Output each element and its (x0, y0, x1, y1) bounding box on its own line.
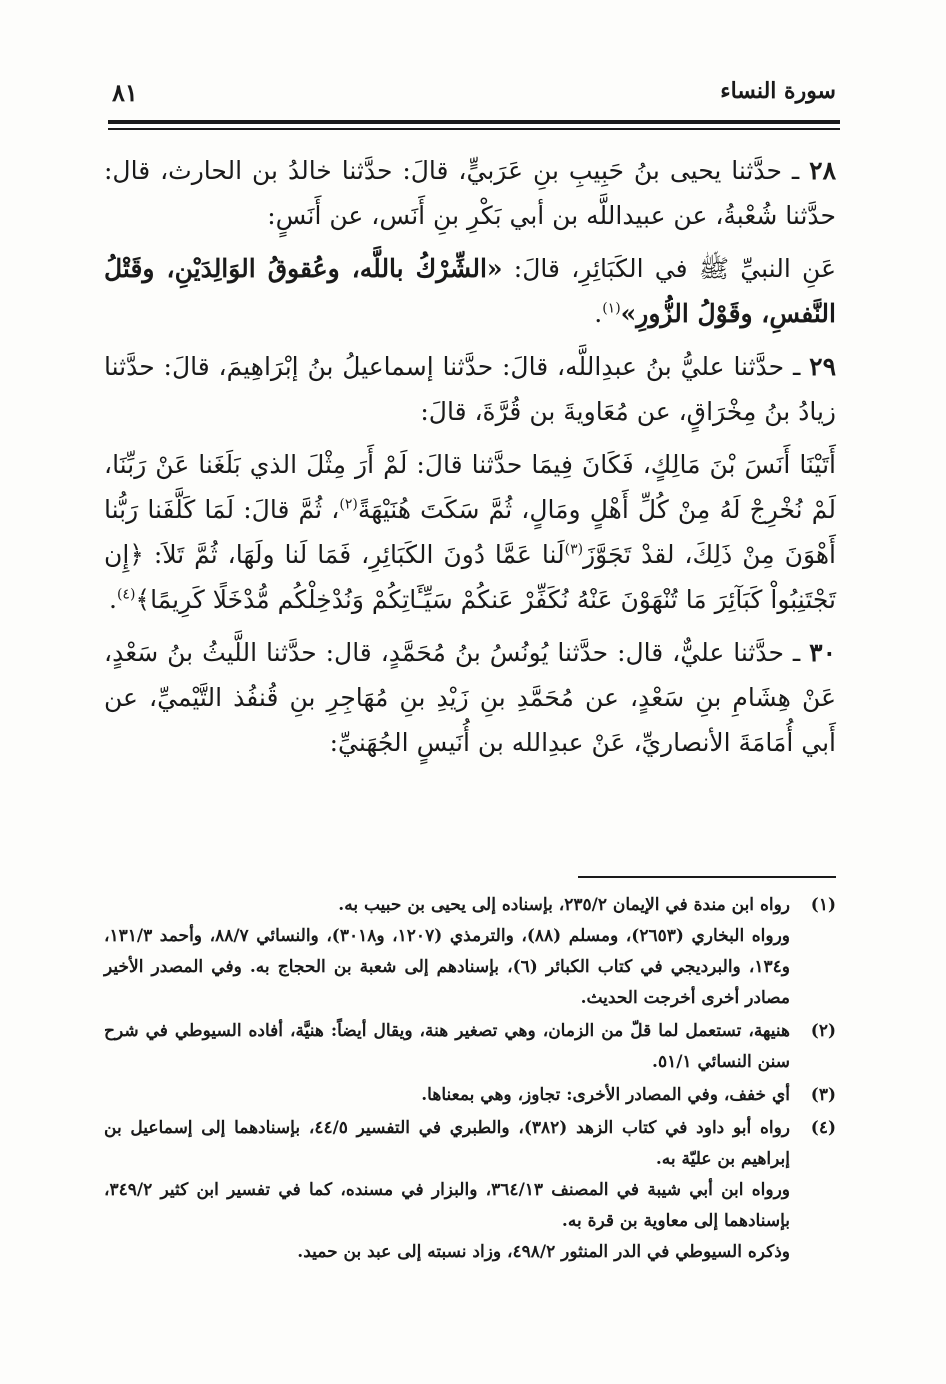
page-number: ٨١ (112, 78, 138, 107)
hadith-28-matn (104, 246, 836, 336)
footnote-line: وذكره السيوطي في الدر المنثور ٤٩٨/٢، وزاد نسبته إلى عبد بن حميد. (297, 1242, 790, 1262)
footnote-line: رواه أبو داود في كتاب الزهد (٣٨٢)، والطبري في التفسير ٤٤/٥، بإسنادهما إلى إسماعيل بن إبراهيم بن عليّة به. (104, 1118, 790, 1169)
footnote-1 (104, 890, 836, 1014)
hadith-number: ٢٨ (809, 156, 836, 185)
hadith-number: ٢٩ (809, 352, 836, 381)
hadith-number: ٣٠ (809, 638, 836, 667)
matn-quote: «الشِّرْكُ باللَّه، وعُقوقُ الوَالِدَيْنِ، وقَتْلُ النَّفسِ، وقَوْلُ الزُّورِ» (104, 254, 836, 328)
footnote-number: (١) (810, 895, 836, 915)
hadith-29-matn (104, 442, 836, 622)
hadith-30 (104, 630, 836, 765)
main-text (104, 148, 836, 773)
footnote-body (104, 1016, 790, 1078)
footnote-4 (104, 1113, 836, 1268)
matn-end: . (109, 585, 117, 614)
footnote-3 (104, 1080, 836, 1111)
footnote-number: (٢) (810, 1021, 836, 1041)
header-rule-thick (108, 120, 840, 124)
footnote-number: (٣) (810, 1085, 836, 1105)
footnote-ref: (١) (602, 300, 621, 317)
quran-verse: ﴿إِن تَجْتَنِبُواْ كَبَآئِرَ مَا تُنْهَوْنَ عَنْهُ نُكَفِّرْ عَنكُمْ سَيِّـَٔاتِكُمْ وَنُدْخِلْكُم مُّدْخَلًا كَرِيمًا﴾ (104, 540, 836, 614)
page-header (112, 78, 836, 114)
footnote-body (104, 1080, 790, 1111)
footnote-line: ورواه البخاري (٢٦٥٣)، ومسلم (٨٨)، والترمذي (١٢٠٧، و٣٠١٨)، والنسائي ٨٨/٧، وأحمد ١٣١/٣، و١٣٤، والبرديجي في كتاب الكبائر (٦)، بإسنادهم إلى شعبة بن الحجاج به. وفي المصدر الأخير مصادر أخرى أخرجت الحديث. (104, 926, 790, 1008)
footnote-line: أي خفف، وفي المصادر الأخرى: تجاوز، وهي بمعناها. (421, 1085, 790, 1105)
hadith-isnad: ـ حدَّثنا عليُّ بنُ عبدِاللَّه، قالَ: حدَّثنا إسماعيلُ بنُ إبْرَاهِيمَ، قالَ: حدَّثنا زيادُ بنُ مِخْرَاقٍ، عن مُعَاويةَ بن قُرَّةَ، قالَ: (104, 352, 836, 426)
hadith-isnad: ـ حدَّثنا عليٌّ، قال: حدَّثنا يُونُسُ بنُ مُحَمَّدٍ، قال: حدَّثنا اللَّيثُ بنُ سَعْدٍ، عَنْ هِشَامِ بنِ سَعْدٍ، عن مُحَمَّدِ بنِ زَيْدِ بنِ مُهَاجِرِ بنِ قُنفُذ التَّيْميِّ، عن أَبي أُمَامَةَ الأنصاريِّ، عَنْ عبدِالله بن أُنَيسٍ الجُهَنيِّ: (104, 638, 836, 757)
footnote-line: ورواه ابن أبي شيبة في المصنف ٣٦٤/١٣، والبزار في مسنده، كما في تفسير ابن كثير ٣٤٩/٢، بإسنادهما إلى معاوية بن قرة به. (104, 1180, 791, 1231)
footnote-line: هنيهة، تستعمل لما قلّ من الزمان، وهي تصغير هنة، ويقال أيضاً: هنيَّة، أفاده السيوطي في شرح سنن النسائي ٥١/١. (104, 1021, 790, 1072)
footnote-body (104, 890, 790, 1014)
hadith-isnad: ـ حدَّثنا يحيى بنُ حَبِيبِ بنِ عَرَبيٍّ، قالَ: حدَّثنا خالدُ بن الحارث، قال: حدَّثنا شُعْبةُ، عن عبيداللَّه بن أبي بَكْرِ بنِ أَنَس، عن أَنَسٍ: (104, 156, 836, 230)
footnote-separator (578, 876, 836, 878)
hadith-28 (104, 148, 836, 238)
chapter-title: سورة النساء (720, 78, 836, 104)
hadith-29 (104, 344, 836, 434)
footnote-ref: (٤) (116, 586, 136, 603)
matn-part-3: لَنا عَمَّا دُونَ الكَبَائِرِ، فَمَا لَنا ولَهَا، ثُمَّ تَلاَ: (143, 540, 565, 569)
footnote-number: (٤) (810, 1118, 836, 1138)
footnote-ref: (٣) (564, 541, 584, 558)
footnote-body (104, 1113, 790, 1268)
footnotes (104, 890, 836, 1270)
matn-intro: عَنِ النبيِّ ﷺ في الكَبَائِرِ، قالَ: (502, 254, 836, 283)
matn-part-2: ، ثُمَّ قالَ: لَمَا كَلَّفَنا رَبُّنا أَهْوَنَ مِنْ ذَلِكَ، لقدْ تَجَوَّزَ (104, 495, 836, 569)
footnote-2 (104, 1016, 836, 1078)
header-rule-thin (108, 128, 840, 130)
footnote-line: رواه ابن مندة في الإيمان ٢٣٥/٢، بإسناده إلى يحيى بن حبيب به. (338, 895, 790, 915)
footnote-ref: (٢) (339, 496, 358, 513)
matn-part-1: أَتَيْنَا أَنَسَ بْنَ مَالِكٍ، فَكَانَ فِيمَا حدَّثنا قالَ: لَمْ أَرَ مِثْلَ الذي بَلَغَنا عَنْ رَبِّنَا، لَمْ نُخْرِجْ لَهُ مِنْ كُلِّ أَهْلٍ ومَالٍ، ثُمَّ سَكَتَ هُنَيْهَةً (104, 450, 837, 524)
matn-end: . (594, 299, 603, 328)
